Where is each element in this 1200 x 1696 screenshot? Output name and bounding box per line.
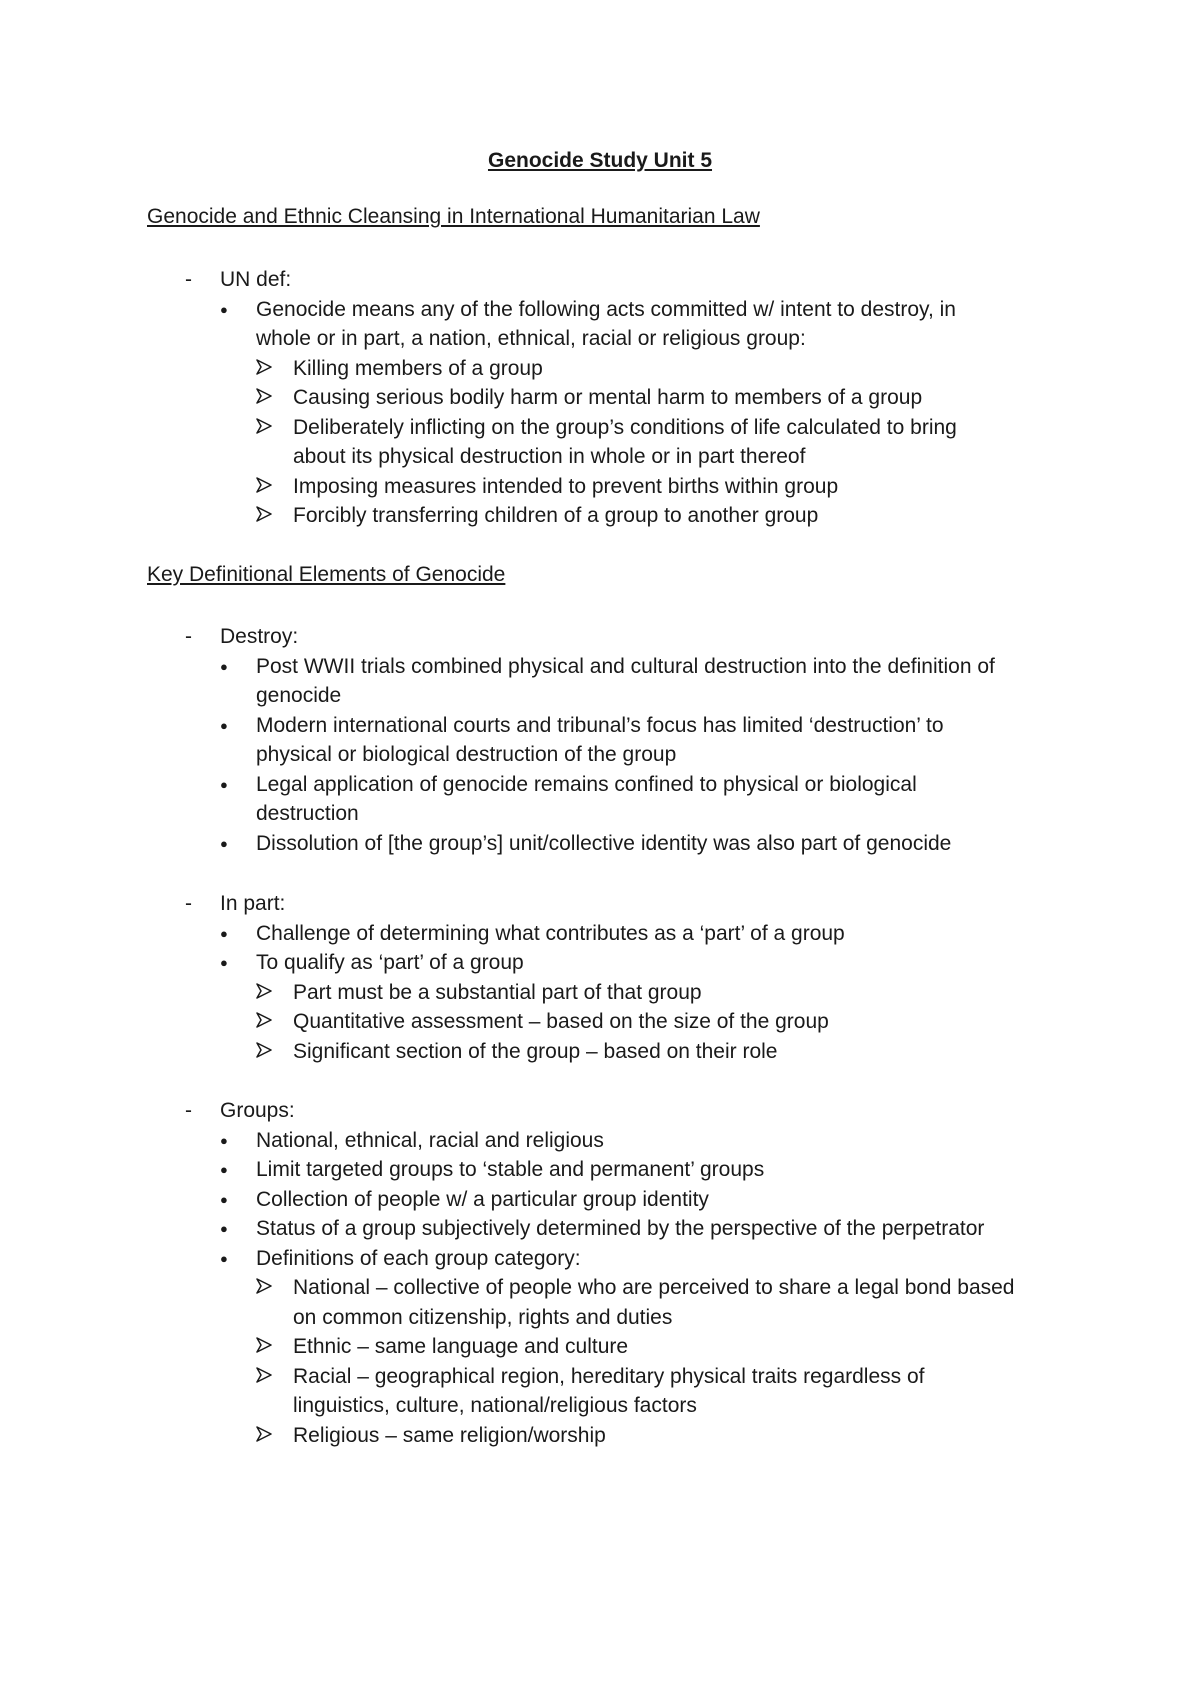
dash-marker: - — [185, 625, 192, 648]
destroy-label: Destroy: — [220, 625, 299, 648]
arrow-bullet-icon — [256, 1332, 272, 1362]
list-item — [147, 265, 1087, 295]
list-item: ● Collection of people w/ a particular group identity — [147, 1185, 1087, 1215]
list-item — [147, 622, 1087, 652]
arrow-bullet-icon — [256, 1007, 272, 1037]
list-item — [147, 1096, 1087, 1126]
arrow-bullet-icon — [256, 501, 272, 531]
list-item: ● Limit targeted groups to ‘stable and permanent’ groups — [147, 1155, 1087, 1185]
list-item: Part must be a substantial part of that group — [147, 978, 1087, 1008]
list-item: ● To qualify as ‘part’ of a group — [147, 948, 1087, 978]
list-item: ● Genocide means any of the following acts committed w/ intent to destroy, in — [147, 295, 1087, 325]
arrow-bullet-icon — [256, 413, 272, 443]
list-item: ● Legal application of genocide remains confined to physical or biological — [147, 770, 1087, 800]
list-item: ● Post WWII trials combined physical and cultural destruction into the definition of — [147, 652, 1087, 682]
list-item: Forcibly transferring children of a group to another group — [147, 501, 1087, 531]
section-heading-key-elements: Key Definitional Elements of Genocide — [147, 563, 506, 586]
groups-section: - Groups: ● National, ethnical, racial and religious ● Limit targeted groups to ‘stable and permanent’ groups ● Collection of people w/ a particular group identity ● Status of a group subjectively determined by the perspective of the perpetrator ● Definitions of each group category: National – collective of people who are perceived to share a legal bond based on common citizenship, rights and duties Ethnic – same language and culture Racial – geographical region, hereditary physical traits regardless of linguistics, culture, national/religious factors Religious – same religion/worship — [147, 1096, 1087, 1450]
list-item: National – collective of people who are perceived to share a legal bond based — [147, 1273, 1087, 1303]
section-heading-ihl: Genocide and Ethnic Cleansing in International Humanitarian Law — [147, 205, 760, 228]
bullet-icon: ● — [220, 1191, 228, 1207]
list-item: Quantitative assessment – based on the size of the group — [147, 1007, 1087, 1037]
list-item: ● National, ethnical, racial and religious — [147, 1126, 1087, 1156]
arrow-bullet-icon — [256, 1362, 272, 1392]
bullet-icon: ● — [220, 1162, 228, 1177]
bullet-icon: ● — [220, 1132, 228, 1148]
list-item: Ethnic – same language and culture — [147, 1332, 1087, 1362]
dash-marker: - — [185, 892, 192, 915]
arrow-bullet-icon — [256, 1421, 272, 1451]
list-item: Imposing measures intended to prevent births within group — [147, 472, 1087, 502]
un-def-label: UN def: — [220, 268, 292, 291]
bullet-icon: ● — [220, 301, 228, 317]
arrow-bullet-icon — [256, 383, 272, 413]
bullet-icon: ● — [220, 1221, 228, 1236]
bullet-icon: ● — [220, 955, 228, 970]
list-item: ● Challenge of determining what contributes as a ‘part’ of a group — [147, 919, 1087, 949]
list-item: ● Modern international courts and tribunal’s focus has limited ‘destruction’ to — [147, 711, 1087, 741]
arrow-bullet-icon — [256, 472, 272, 502]
bullet-icon: ● — [220, 1250, 228, 1266]
document-title: Genocide Study Unit 5 — [487, 149, 713, 172]
list-item: Racial – geographical region, hereditary physical traits regardless of — [147, 1362, 1087, 1392]
arrow-bullet-icon — [256, 1037, 272, 1067]
in-part-label: In part: — [220, 892, 286, 915]
arrow-bullet-icon — [256, 978, 272, 1008]
arrow-bullet-icon — [256, 1273, 272, 1303]
list-item: Killing members of a group — [147, 354, 1087, 384]
in-part-section — [147, 889, 1087, 1066]
bullet-icon: ● — [220, 776, 228, 792]
bullet-icon: ● — [220, 658, 228, 674]
un-def-section: - UN def: ● Genocide means any of the following acts committed w/ intent to destroy, in whole or in part, a nation, ethnical, racial or religious group: Killing members of a group Causing serious bodily harm or mental harm to members of a group Deliberately inflicting on the group’s conditions of life calculated to bring about its physical destruction in whole or in part thereof Imposing measures intended to prevent births within group Forcibly transferring children of a group to another group — [147, 265, 1087, 531]
dash-marker: - — [185, 268, 192, 291]
destroy-section: - Destroy: ● Post WWII trials combined physical and cultural destruction into the definition of genocide ● Modern international courts and tribunal’s focus has limited ‘destruction’ to physical or biological destruction of the group ● Legal application of genocide remains confined to physical or biological destruction ● Dissolution of [the group’s] unit/collective identity was also part of genocide — [147, 622, 1087, 858]
dash-marker: - — [185, 1099, 192, 1122]
list-item: Significant section of the group – based on their role — [147, 1037, 1087, 1067]
list-item: Deliberately inflicting on the group’s conditions of life calculated to bring — [147, 413, 1087, 443]
bullet-icon: ● — [220, 925, 228, 941]
list-item: ● Dissolution of [the group’s] unit/collective identity was also part of genocide — [147, 829, 1087, 859]
list-item — [147, 889, 1087, 919]
groups-label: Groups: — [220, 1099, 295, 1122]
list-item: Causing serious bodily harm or mental harm to members of a group — [147, 383, 1087, 413]
bullet-icon: ● — [220, 717, 228, 733]
bullet-icon: ● — [220, 835, 228, 851]
list-item: Religious – same religion/worship — [147, 1421, 1087, 1451]
arrow-bullet-icon — [256, 354, 272, 384]
list-item: ● Definitions of each group category: — [147, 1244, 1087, 1274]
list-item: ● Status of a group subjectively determined by the perspective of the perpetrator — [147, 1214, 1087, 1244]
